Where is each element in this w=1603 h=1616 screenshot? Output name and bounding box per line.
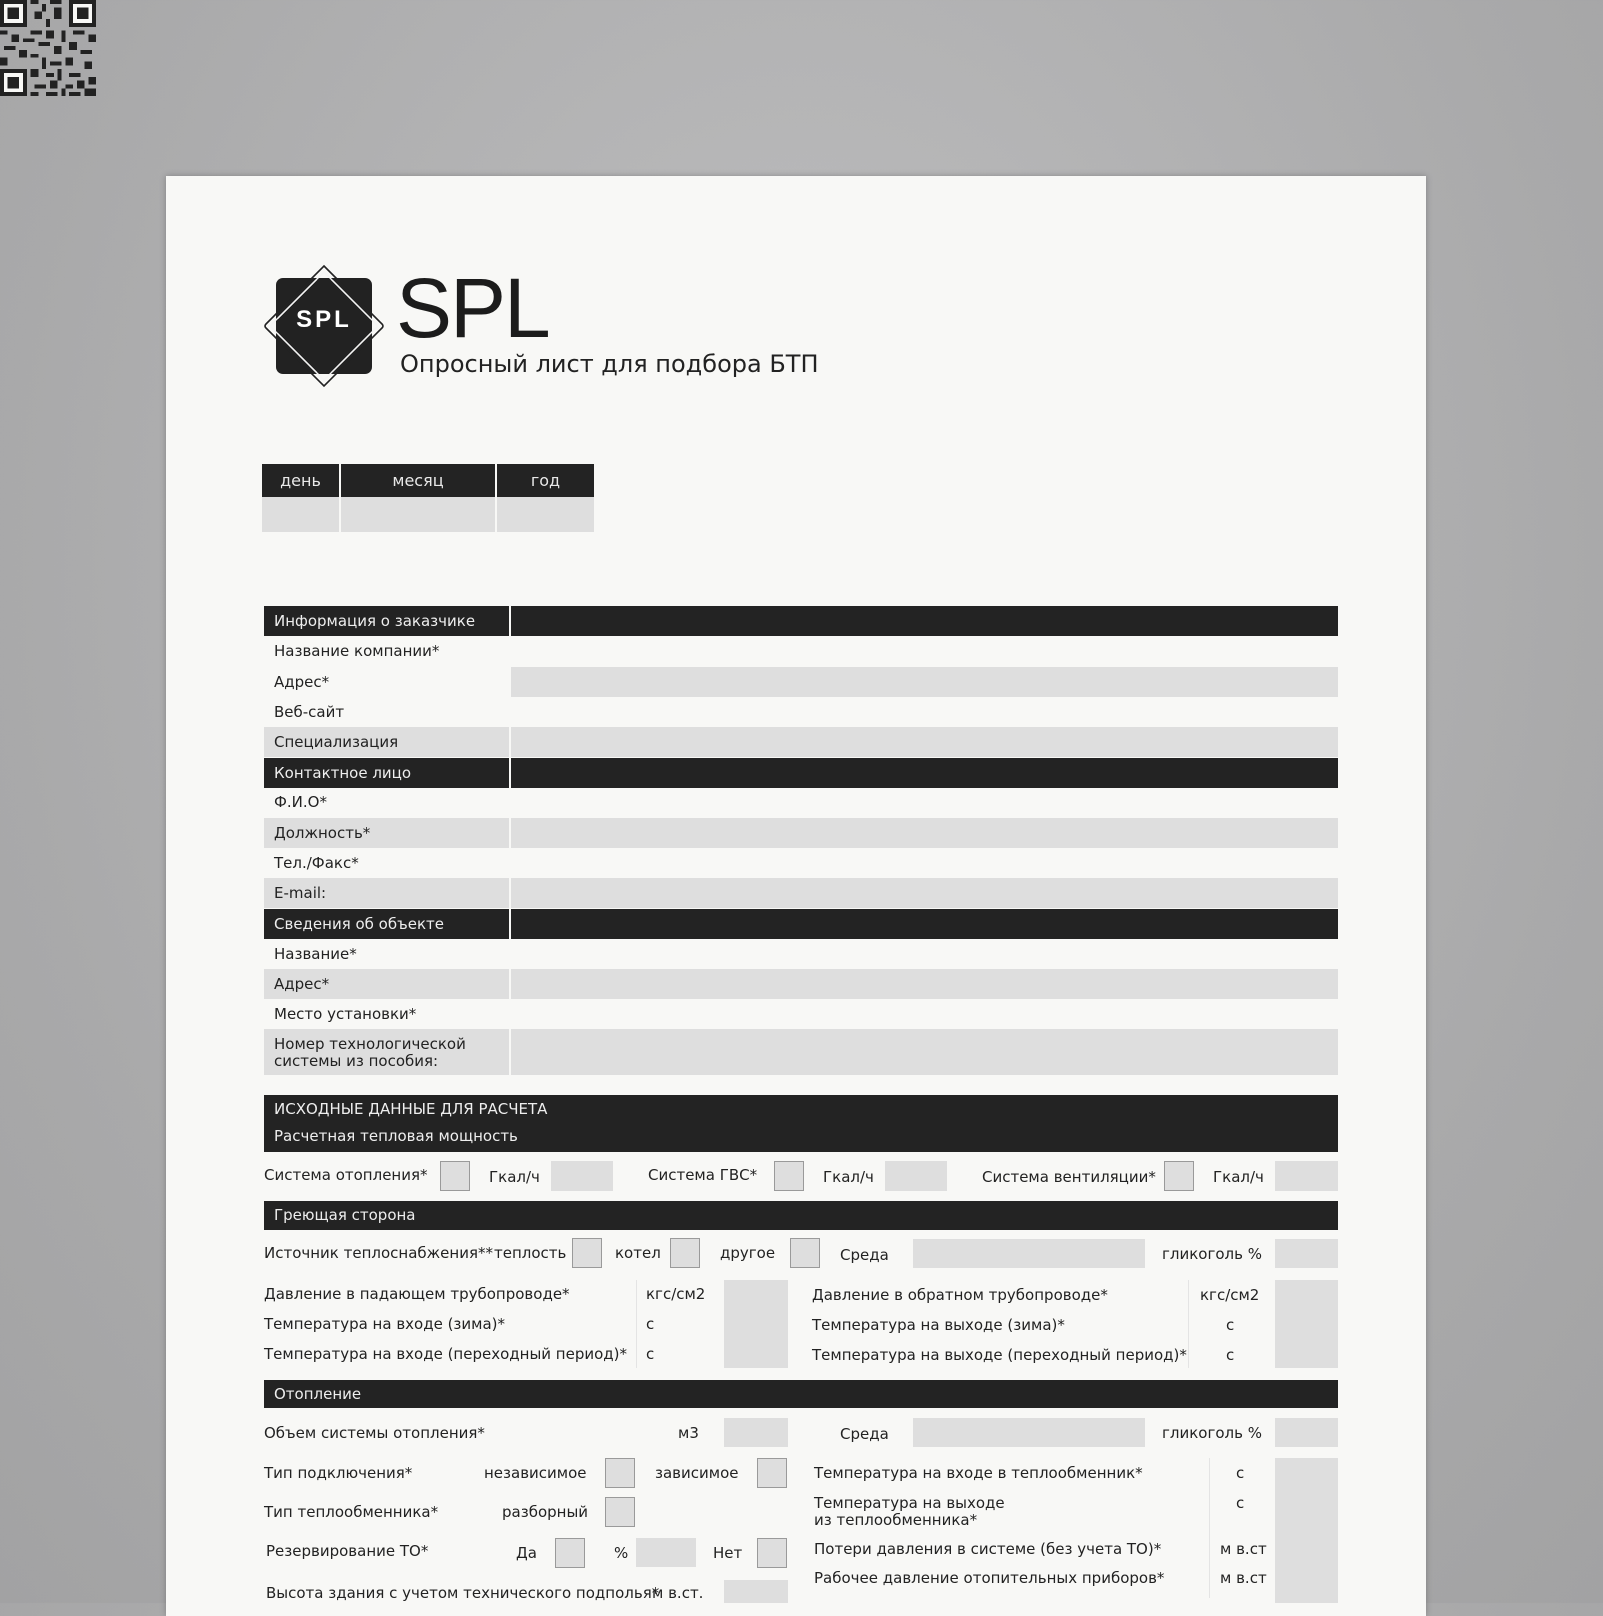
qr-code-icon: [0, 0, 96, 96]
full-name-field[interactable]: [511, 787, 1338, 817]
unit-label: Гкал/ч: [489, 1168, 540, 1186]
glycol-label: гликоголь %: [1162, 1424, 1262, 1442]
system-volume-field[interactable]: [724, 1418, 788, 1447]
field-label: Адрес*: [274, 673, 330, 691]
ventilation-power-field[interactable]: [1275, 1161, 1338, 1191]
percent-label: %: [614, 1544, 629, 1562]
unit-label: м в.ст.: [652, 1584, 704, 1602]
field-label: Место установки*: [274, 1005, 417, 1023]
object-section-header: [264, 909, 1338, 939]
heat-source-label: Источник теплоснабжения**: [264, 1244, 493, 1262]
inlet-temp-transition-label: Температура на входе (переходный период)*: [264, 1345, 628, 1363]
unit-label: с: [1236, 1464, 1245, 1482]
boiler-checkbox[interactable]: [670, 1238, 700, 1268]
unit-label: м3: [678, 1424, 699, 1442]
object-name-field[interactable]: [511, 939, 1338, 969]
heating-circuit-medium-field[interactable]: [913, 1418, 1145, 1447]
contact-section-header: [264, 758, 1338, 788]
field-label: Специализация: [274, 733, 399, 751]
customer-section-title: Информация о заказчике: [274, 612, 476, 630]
heating-section-header: [264, 1380, 1338, 1408]
object-address-field[interactable]: [511, 969, 1338, 999]
other-option-label: другое: [720, 1244, 776, 1262]
unit-label: м в.ст: [1220, 1540, 1267, 1558]
company-name-field[interactable]: [511, 636, 1338, 666]
heating-circuit-glycol-field[interactable]: [1275, 1418, 1338, 1447]
field-label: Должность*: [274, 824, 371, 842]
medium-label: Среда: [840, 1246, 889, 1264]
form-row: [264, 999, 1338, 1029]
date-year-field[interactable]: [497, 497, 594, 532]
medium-label: Среда: [840, 1425, 889, 1443]
date-year-header: год: [497, 464, 594, 497]
tech-system-number-field[interactable]: [511, 1029, 1338, 1075]
supply-values-field[interactable]: [724, 1280, 788, 1368]
glycol-label: гликоголь %: [1162, 1245, 1262, 1263]
building-height-label: Высота здания с учетом технического подполья*: [266, 1584, 660, 1602]
calc-section-header: [264, 1095, 1338, 1152]
form-row: [264, 727, 1338, 757]
unit-label: м в.ст: [1220, 1569, 1267, 1587]
outlet-temp-transition-label: Температура на выходе (переходный период)*: [812, 1346, 1187, 1364]
outlet-temp-winter-label: Температура на выходе (зима)*: [812, 1316, 1065, 1334]
unit-label: Гкал/ч: [1213, 1168, 1264, 1186]
system-volume-label: Объем системы отопления*: [264, 1424, 485, 1442]
pressure-loss-label: Потери давления в системе (без учета ТО)*: [814, 1540, 1162, 1558]
unit-label: с: [646, 1315, 655, 1333]
phone-fax-field[interactable]: [511, 848, 1338, 878]
independent-checkbox[interactable]: [605, 1458, 635, 1488]
field-label: Номер технологической системы из пособия:: [274, 1035, 466, 1070]
hws-system-checkbox[interactable]: [774, 1161, 804, 1191]
unit-label: Гкал/ч: [823, 1168, 874, 1186]
form-row: [264, 939, 1338, 969]
other-checkbox[interactable]: [790, 1238, 820, 1268]
unit-label: с: [1236, 1494, 1245, 1512]
hx-reserve-label: Резервирование ТО*: [266, 1542, 429, 1560]
date-day-header: день: [262, 464, 339, 497]
position-field[interactable]: [511, 818, 1338, 848]
radiator-pressure-label: Рабочее давление отопительных приборов*: [814, 1569, 1165, 1587]
ventilation-system-label: Система вентиляции*: [982, 1168, 1156, 1186]
email-field[interactable]: [511, 878, 1338, 908]
calc-section-subtitle: Расчетная тепловая мощность: [274, 1127, 518, 1145]
heating-side-header: [264, 1201, 1338, 1230]
form-row: [264, 636, 1338, 666]
form-row: [264, 848, 1338, 878]
reserve-no-checkbox[interactable]: [757, 1538, 787, 1568]
heating-system-checkbox[interactable]: [440, 1161, 470, 1191]
unit-label: кгс/см2: [646, 1285, 706, 1303]
connection-type-label: Тип подключения*: [264, 1464, 413, 1482]
no-option-label: Нет: [713, 1544, 743, 1562]
form-row: [264, 818, 1338, 848]
calc-section-title: ИСХОДНЫЕ ДАННЫЕ ДЛЯ РАСЧЕТА: [274, 1100, 548, 1118]
heat-network-checkbox[interactable]: [572, 1238, 602, 1268]
date-month-header: месяц: [341, 464, 495, 497]
inlet-temp-winter-label: Температура на входе (зима)*: [264, 1315, 506, 1333]
form-row: [264, 969, 1338, 999]
hws-power-field[interactable]: [885, 1161, 947, 1191]
object-section-title: Сведения об объекте: [274, 915, 444, 933]
supply-pressure-label: Давление в падающем трубопроводе*: [264, 1285, 570, 1303]
form-row: [264, 787, 1338, 817]
document-title: Опросный лист для подбора БТП: [400, 350, 819, 378]
heat-network-option-label: теплость: [494, 1244, 567, 1262]
ventilation-system-checkbox[interactable]: [1164, 1161, 1194, 1191]
heating-section-title: Отопление: [274, 1385, 362, 1403]
column-divider: [1209, 1458, 1210, 1598]
field-label: Ф.И.О*: [274, 793, 327, 811]
unit-label: с: [1226, 1346, 1235, 1364]
heating-system-label: Система отопления*: [264, 1166, 428, 1184]
collapsible-checkbox[interactable]: [605, 1497, 635, 1527]
date-day-field[interactable]: [262, 497, 339, 532]
unit-label: с: [1226, 1316, 1235, 1334]
logo-text: SPL: [296, 306, 352, 333]
customer-section-header: [264, 606, 1338, 636]
building-height-field[interactable]: [724, 1580, 788, 1603]
date-month-field[interactable]: [341, 497, 495, 532]
heating-medium-field[interactable]: [913, 1239, 1145, 1268]
install-location-field[interactable]: [511, 999, 1338, 1029]
hx-outlet-temp-label: Температура на выходе: [814, 1494, 1005, 1512]
dependent-checkbox[interactable]: [757, 1458, 787, 1488]
field-label: E-mail:: [274, 884, 327, 902]
website-field[interactable]: [511, 697, 1338, 727]
field-label: Название компании*: [274, 642, 440, 660]
return-pressure-label: Давление в обратном трубопроводе*: [812, 1286, 1108, 1304]
hws-system-label: Система ГВС*: [648, 1166, 758, 1184]
field-label: Название*: [274, 945, 357, 963]
independent-option-label: независимое: [484, 1464, 587, 1482]
hx-inlet-temp-label: Температура на входе в теплообменник*: [814, 1464, 1143, 1482]
contact-section-title: Контактное лицо: [274, 764, 412, 782]
return-values-field[interactable]: [1275, 1280, 1338, 1368]
brand-name: SPL: [396, 261, 549, 355]
heating-power-field[interactable]: [551, 1161, 613, 1191]
reserve-percent-field[interactable]: [636, 1538, 696, 1567]
field-label: Адрес*: [274, 975, 330, 993]
collapsible-option-label: разборный: [502, 1503, 589, 1521]
heating-glycol-field[interactable]: [1275, 1239, 1338, 1268]
yes-option-label: Да: [516, 1544, 537, 1562]
column-divider: [1188, 1280, 1189, 1368]
boiler-option-label: котел: [615, 1244, 661, 1262]
unit-label: кгс/см2: [1200, 1286, 1260, 1304]
form-row: [264, 697, 1338, 727]
dependent-option-label: зависимое: [655, 1464, 739, 1482]
reserve-yes-checkbox[interactable]: [555, 1538, 585, 1568]
specialization-field[interactable]: [511, 727, 1338, 757]
customer-address-field[interactable]: [511, 667, 1338, 697]
column-divider: [636, 1280, 637, 1368]
heat-exchanger-type-label: Тип теплообменника*: [264, 1503, 439, 1521]
field-label: Тел./Факс*: [274, 854, 359, 872]
heating-params-field[interactable]: [1275, 1458, 1338, 1603]
form-row: [264, 1029, 1338, 1075]
unit-label: с: [646, 1345, 655, 1363]
form-row: [264, 878, 1338, 908]
form-row: [264, 667, 1338, 697]
field-label: Веб-сайт: [274, 703, 345, 721]
hx-outlet-temp-label-line2: из теплообменника*: [814, 1511, 978, 1529]
heating-side-title: Греющая сторона: [274, 1206, 416, 1224]
